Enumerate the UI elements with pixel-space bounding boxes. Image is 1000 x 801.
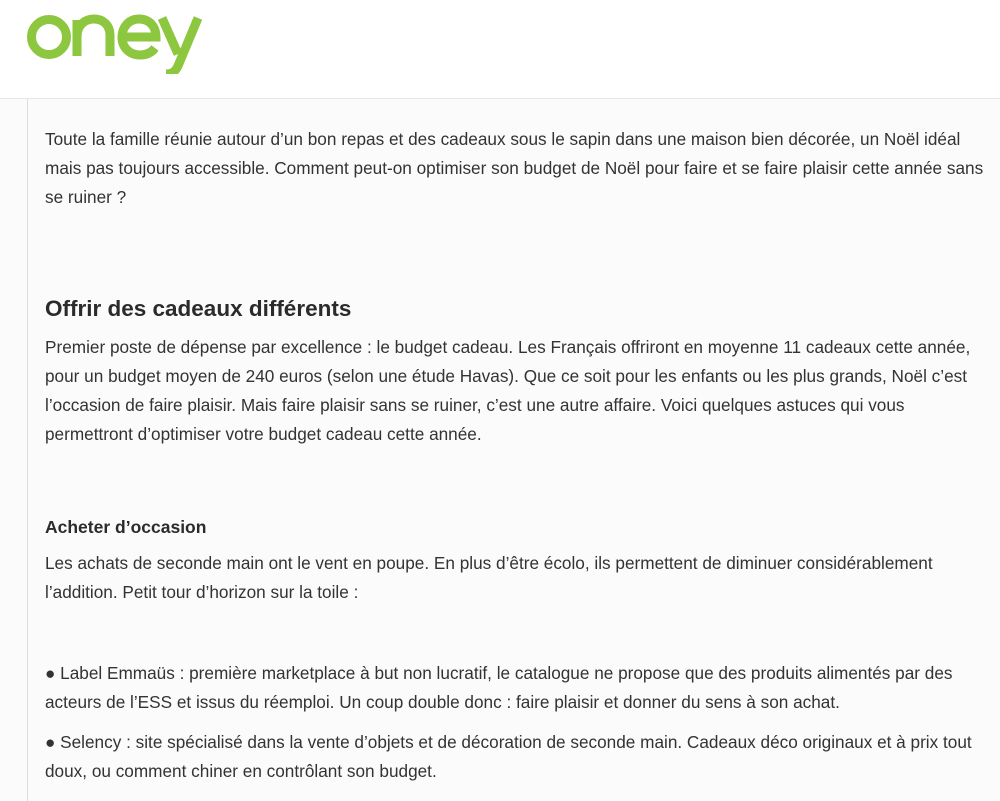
article-area	[0, 99, 1000, 801]
list-item-selency: ● Selency : site spécialisé dans la vente d’objets et de décoration de seconde main. Cadeaux déco originaux et à prix tout doux, ou comment chiner en contrôlant son budget.	[45, 732, 972, 781]
site-header	[0, 0, 1000, 99]
section2-paragraph: Les achats de seconde main ont le vent en poupe. En plus d’être écolo, ils permettent de diminuer considérablement l’addition. Petit tour d’horizon sur la toile :	[45, 553, 933, 602]
oney-logo[interactable]	[26, 4, 208, 74]
section-heading-offrir: Offrir des cadeaux différents	[45, 296, 352, 321]
subheading-acheter-occasion: Acheter d’occasion	[45, 517, 207, 537]
left-border-line	[27, 99, 28, 801]
list-item-label-emmaus: ● Label Emmaüs : première marketplace à but non lucratif, le catalogue ne propose que des produits alimentés par des acteurs de l’ESS et issus du réemploi. Un coup double donc : faire plaisir et donner du sens à son achat.	[45, 663, 953, 712]
section1-paragraph: Premier poste de dépense par excellence : le budget cadeau. Les Français offriront en moyenne 11 cadeaux cette année, pour un budget moyen de 240 euros (selon une étude Havas). Que ce soit pour les enfants ou les plus grands, Noël c’est l’occasion de faire plaisir. Mais faire plaisir sans se ruiner, c’est une autre affaire. Voici quelques astuces qui vous permettront d’optimiser votre budget cadeau cette année.	[45, 337, 971, 444]
intro-paragraph: Toute la famille réunie autour d’un bon repas et des cadeaux sous le sapin dans une maison bien décorée, un Noël idéal mais pas toujours accessible. Comment peut-on optimiser son budget de Noël pour faire et se faire plaisir cette année sans se ruiner ?	[45, 129, 984, 207]
